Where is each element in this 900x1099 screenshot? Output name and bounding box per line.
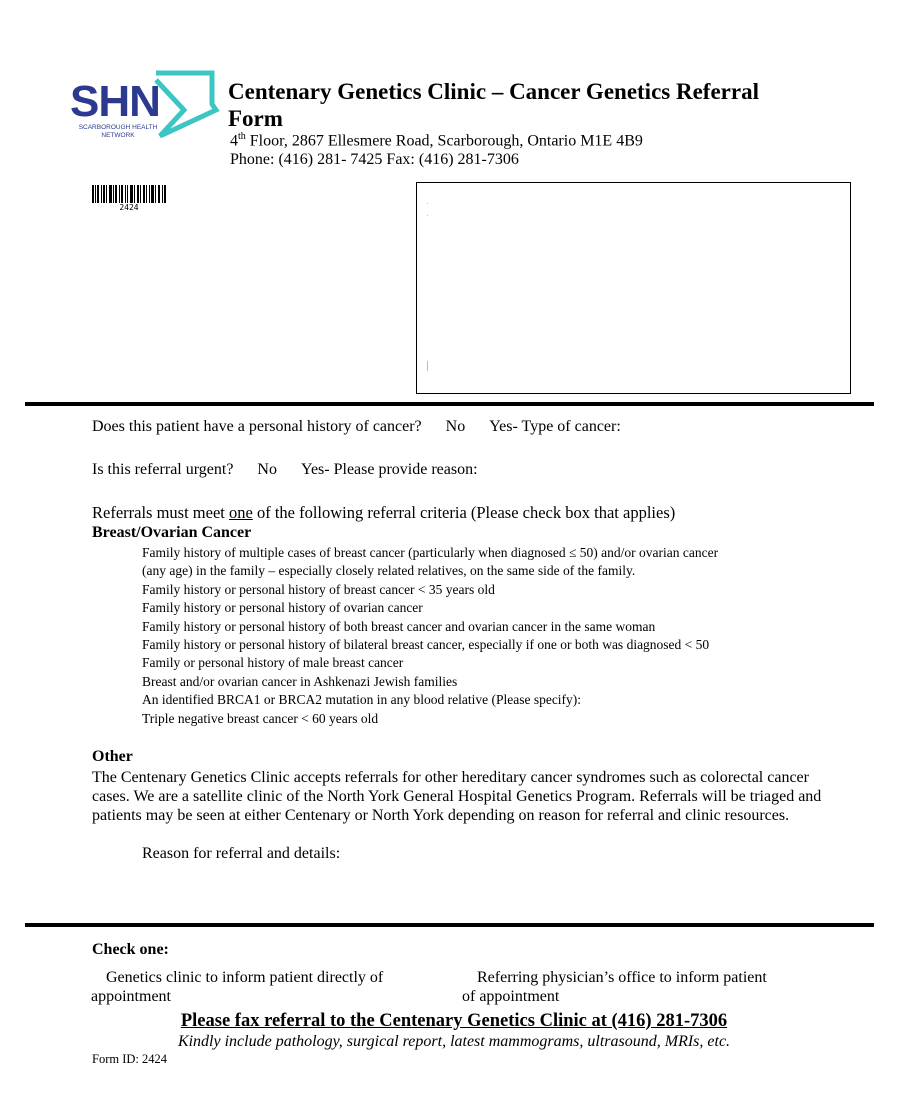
shn-logo-text: SHN (70, 77, 160, 126)
urgent-no-option[interactable]: No (257, 461, 277, 478)
check-option-physician-informs[interactable]: Referring physician’s office to inform patient of appointment (462, 969, 767, 1005)
barcode-icon (92, 185, 168, 203)
reason-for-referral-label: Reason for referral and details: (142, 845, 341, 862)
barcode-number: 2424 (119, 203, 139, 212)
form-id: Form ID: 2424 (92, 1052, 167, 1066)
criteria-item-1[interactable]: Family history of multiple cases of breast cancer (particularly when diagnosed ≤ 50) and/or ovarian cancer (142, 545, 719, 560)
shn-logo-outline-icon (150, 70, 220, 142)
clinic-address: 4th Floor, 2867 Ellesmere Road, Scarborough, Ontario M1E 4B9 (230, 131, 643, 150)
criteria-intro: Referrals must meet one of the following referral criteria (Please check box that applies) (92, 503, 676, 522)
form-title: Centenary Genetics Clinic – Cancer Genetics Referral Form (228, 79, 759, 131)
personal-history-yes-option[interactable]: Yes- Type of cancer: (489, 418, 621, 435)
section-divider (25, 923, 874, 927)
label-mark (427, 203, 428, 204)
criteria-item-4[interactable]: Family history or personal history of both breast cancer and ovarian cancer in the same woman (142, 618, 656, 634)
patient-label-box[interactable] (416, 182, 851, 394)
attachments-note: Kindly include pathology, surgical report, latest mammograms, ultrasound, MRIs, etc. (177, 1033, 731, 1050)
other-paragraph: The Centenary Genetics Clinic accepts referrals for other hereditary cancer syndromes such as colorectal cancer cases. We are a satellite clinic of the North York General Hospital Genetics Program. Referrals will be triaged and patients may be seen at either Centenary or North York depending on reason for referral and clinic resources. (92, 769, 822, 825)
other-heading: Other (92, 748, 133, 765)
check-option-clinic-informs[interactable]: Genetics clinic to inform patient directly of appointment (91, 969, 384, 1005)
criteria-item-5[interactable]: Family history or personal history of bilateral breast cancer, especially if one or both was diagnosed < 50 (142, 637, 710, 653)
section-divider (25, 402, 874, 406)
clinic-phone-fax: Phone: (416) 281- 7425 Fax: (416) 281-7306 (230, 151, 519, 168)
shn-logo-subtitle: SCARBOROUGH HEALTH NETWORK (78, 124, 158, 139)
label-mark (427, 215, 428, 216)
criteria-list (142, 544, 718, 728)
criteria-item-6[interactable]: Family or personal history of male breast cancer (142, 655, 404, 671)
check-one-heading: Check one: (92, 941, 169, 958)
criteria-item-9[interactable]: Triple negative breast cancer < 60 years old (142, 710, 379, 726)
urgent-question: Is this referral urgent? No Yes- Please provide reason: (92, 461, 478, 478)
criteria-item-3[interactable]: Family history or personal history of ovarian cancer (142, 600, 423, 616)
label-mark (427, 361, 428, 371)
personal-history-question: Does this patient have a personal history of cancer? No Yes- Type of cancer: (92, 418, 621, 435)
criteria-item-7[interactable]: Breast and/or ovarian cancer in Ashkenazi Jewish families (142, 673, 458, 689)
criteria-item-8[interactable]: An identified BRCA1 or BRCA2 mutation in any blood relative (Please specify): (142, 692, 582, 708)
breast-ovarian-heading: Breast/Ovarian Cancer (92, 524, 252, 541)
personal-history-no-option[interactable]: No (445, 418, 466, 435)
urgent-yes-option[interactable]: Yes- Please provide reason: (300, 461, 478, 478)
fax-instructions: Please fax referral to the Centenary Genetics Clinic at (416) 281-7306 (180, 1011, 728, 1031)
criteria-item-2[interactable]: Family history or personal history of breast cancer < 35 years old (142, 581, 495, 597)
criteria-item-1-cont: (any age) in the family – especially closely related relatives, on the same side of the family. (142, 563, 636, 579)
